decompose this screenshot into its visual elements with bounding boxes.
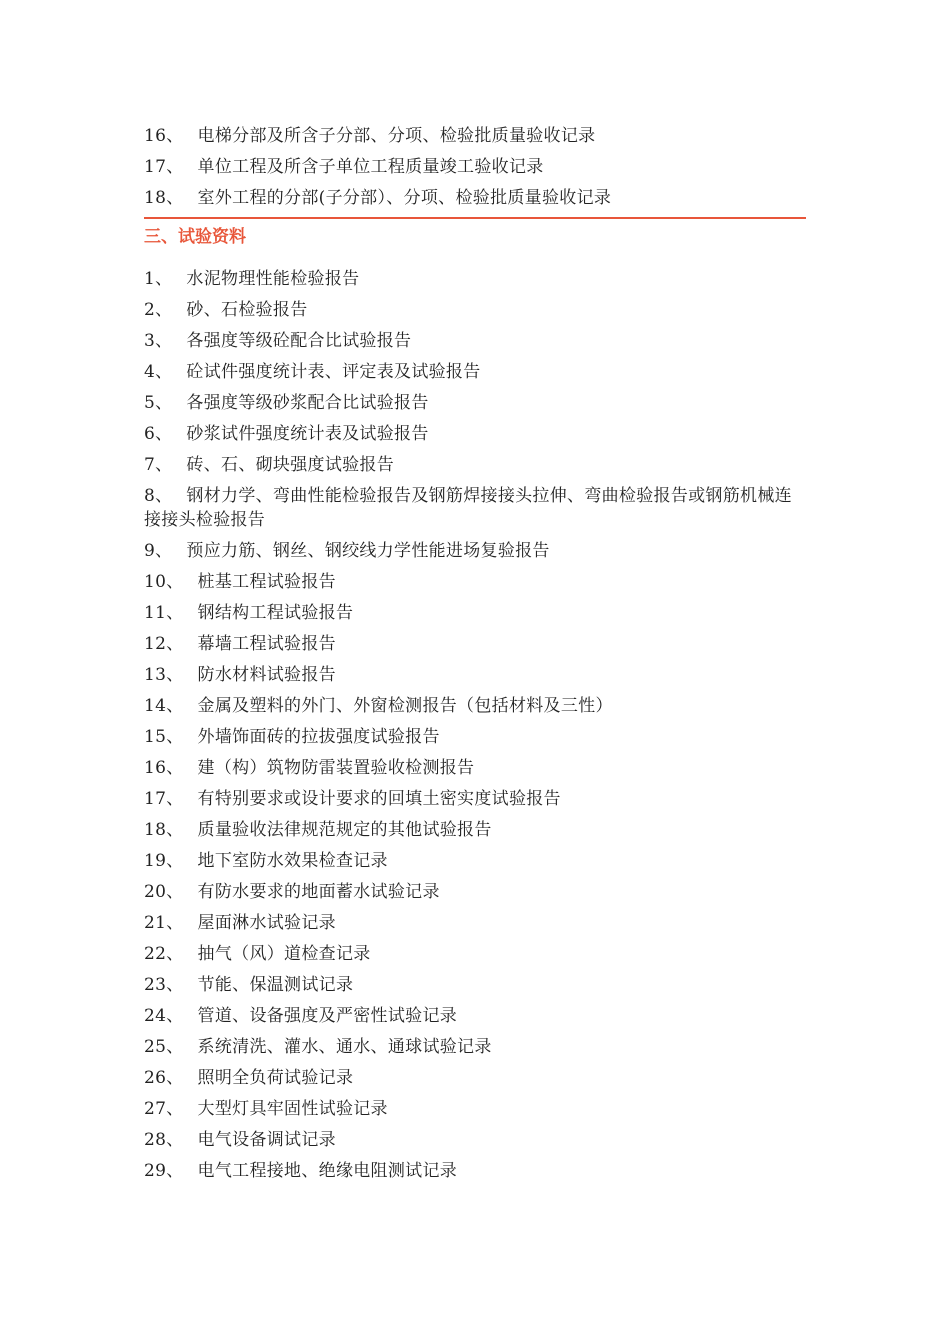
item-number: 3、 [144,331,173,351]
item-number: 5、 [144,393,173,413]
item-text: 质量验收法律规范规定的其他试验报告 [197,820,492,840]
list-item [144,756,806,780]
item-number: 7、 [144,455,173,475]
list-item [144,942,806,966]
list-item [144,849,806,873]
item-text: 砼试件强度统计表、评定表及试验报告 [186,362,481,382]
list-item [144,1097,806,1121]
test-materials-list [144,267,806,1183]
item-number: 9、 [144,541,173,561]
list-item [144,298,806,322]
list-item [144,186,806,210]
item-text: 单位工程及所含子单位工程质量竣工验收记录 [197,157,544,177]
list-item [144,124,806,148]
list-item [144,725,806,749]
list-item [144,391,806,415]
item-text: 各强度等级砼配合比试验报告 [186,331,412,351]
list-item [144,663,806,687]
list-item [144,632,806,656]
list-item [144,329,806,353]
item-number: 27、 [144,1099,184,1119]
list-item [144,818,806,842]
item-text: 水泥物理性能检验报告 [186,269,360,289]
item-text: 各强度等级砂浆配合比试验报告 [186,393,429,413]
item-text: 钢结构工程试验报告 [197,603,354,623]
item-number: 13、 [144,665,184,685]
item-number: 2、 [144,300,173,320]
list-item [144,570,806,594]
item-number: 17、 [144,789,184,809]
item-text: 防水材料试验报告 [197,665,336,685]
item-text: 电气设备调试记录 [197,1130,336,1150]
item-text: 有防水要求的地面蓄水试验记录 [197,882,440,902]
item-number: 19、 [144,851,184,871]
item-number: 16、 [144,126,184,146]
item-number: 23、 [144,975,184,995]
item-text: 预应力筋、钢丝、钢绞线力学性能进场复验报告 [186,541,550,561]
item-number: 25、 [144,1037,184,1057]
item-text: 幕墙工程试验报告 [197,634,336,654]
list-item [144,601,806,625]
item-text: 砖、石、砌块强度试验报告 [186,455,395,475]
list-item [144,484,806,532]
item-text: 屋面淋水试验记录 [197,913,336,933]
previous-section-list [144,124,806,210]
item-text: 节能、保温测试记录 [197,975,354,995]
list-item [144,422,806,446]
item-number: 6、 [144,424,173,444]
item-text: 外墙饰面砖的拉拔强度试验报告 [197,727,440,747]
item-number: 16、 [144,758,184,778]
document-page [144,124,806,1190]
list-item [144,911,806,935]
list-item [144,1128,806,1152]
item-text: 有特别要求或设计要求的回填土密实度试验报告 [197,789,561,809]
list-item [144,539,806,563]
item-number: 17、 [144,157,184,177]
item-number: 18、 [144,820,184,840]
item-number: 24、 [144,1006,184,1026]
item-text: 地下室防水效果检查记录 [197,851,388,871]
item-text: 室外工程的分部(子分部）、分项、检验批质量验收记录 [197,188,612,208]
item-number: 29、 [144,1161,184,1181]
item-text: 钢材力学、弯曲性能检验报告及钢筋焊接接头拉伸、弯曲检验报告或钢筋机械连接接头检验报告 [144,486,792,530]
list-item [144,360,806,384]
item-number: 11、 [144,603,184,623]
list-item [144,1004,806,1028]
list-item [144,787,806,811]
item-text: 金属及塑料的外门、外窗检测报告（包括材料及三性） [197,696,613,716]
item-number: 12、 [144,634,184,654]
item-number: 4、 [144,362,173,382]
section-heading: 三、试验资料 [144,227,246,247]
item-text: 砂、石检验报告 [186,300,308,320]
list-item [144,973,806,997]
item-text: 电梯分部及所含子分部、分项、检验批质量验收记录 [197,126,596,146]
list-item [144,267,806,291]
item-number: 26、 [144,1068,184,1088]
list-item [144,1066,806,1090]
item-text: 抽气（风）道检查记录 [197,944,371,964]
item-number: 18、 [144,188,184,208]
item-text: 电气工程接地、绝缘电阻测试记录 [197,1161,458,1181]
list-item [144,1159,806,1183]
item-text: 系统清洗、灌水、通水、通球试验记录 [197,1037,492,1057]
item-number: 1、 [144,269,173,289]
item-number: 21、 [144,913,184,933]
item-text: 桩基工程试验报告 [197,572,336,592]
item-number: 22、 [144,944,184,964]
item-text: 管道、设备强度及严密性试验记录 [197,1006,458,1026]
item-number: 8、 [144,486,173,506]
list-item [144,880,806,904]
item-text: 大型灯具牢固性试验记录 [197,1099,388,1119]
item-number: 10、 [144,572,184,592]
item-number: 20、 [144,882,184,902]
item-text: 砂浆试件强度统计表及试验报告 [186,424,429,444]
list-item [144,453,806,477]
list-item [144,155,806,179]
list-item [144,1035,806,1059]
section-divider [144,217,806,219]
list-item [144,694,806,718]
item-number: 14、 [144,696,184,716]
item-number: 15、 [144,727,184,747]
item-text: 建（构）筑物防雷装置验收检测报告 [197,758,475,778]
item-number: 28、 [144,1130,184,1150]
item-text: 照明全负荷试验记录 [197,1068,354,1088]
